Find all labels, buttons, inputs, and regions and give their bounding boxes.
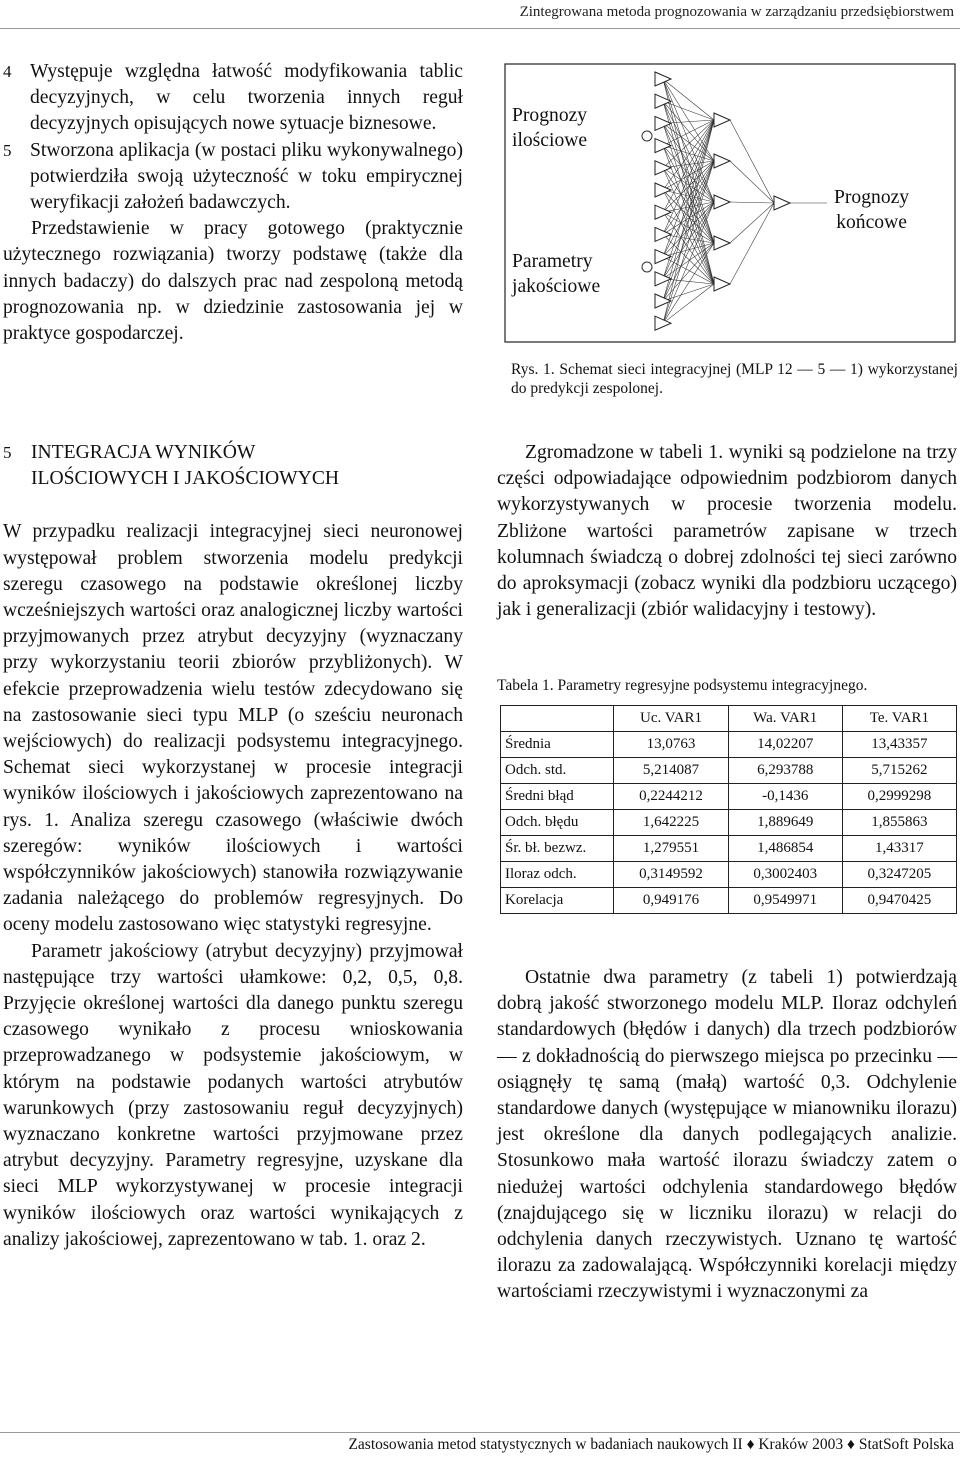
table-caption: Tabela 1. Parametry regresyjne podsystemu integracyjnego.	[497, 677, 868, 694]
label-qualitative-parameters: Parametry jakościowe	[512, 251, 601, 297]
table-cell: 0,3002403	[728, 862, 842, 888]
right-column	[497, 440, 957, 623]
table-cell: 0,949176	[614, 888, 728, 914]
row-label: Iloraz odch.	[501, 862, 614, 888]
connection	[730, 203, 774, 243]
running-footer	[0, 1432, 960, 1458]
table-cell: 0,9549971	[728, 888, 842, 914]
input-marker	[642, 131, 652, 141]
regression-table	[500, 705, 957, 914]
list-item-text: Stworzona aplikacja (w postaci pliku wykonywalnego) potwierdziła swoją użyteczność w toku empirycznej weryfikacji założeń badawczych.	[30, 139, 463, 214]
table-cell: 13,0763	[614, 732, 728, 758]
table-header-cell: Uc. VAR1	[614, 706, 728, 732]
hidden-neuron	[714, 113, 730, 127]
connection	[663, 202, 714, 279]
paragraph: Ostatnie dwa parametry (z tabeli 1) potwierdzają dobrą jakość stworzonego modelu MLP. Iloraz odchyleń standardowych (błędów i danych) dla trzech podzbiorów — z dokładnością do pierwszego miejsca po przecinku — osiągnęły tę samą (małą) wartość 0,3. Odchylenie standardowe danych (występujące w mianowniku ilorazu) jest określone dla danych podlegających analizie. Stosunkowo mała wartość ilorazu świadczy zatem o niedużej wartości odchylenia standardowego błędów (znajdującego się w liczniku ilorazu) w relacji do odchylenia danych rzeczywistych. Uznano tę wartość ilorazu za zadowalającą. Współczynniki korelacji między wartościami rzeczywistymi i wyznaczonymi za	[497, 967, 957, 1303]
list-item	[3, 59, 463, 138]
table-row	[501, 888, 957, 914]
input-neuron	[655, 116, 671, 130]
row-label: Średnia	[501, 732, 614, 758]
label-quantitative-forecasts: Prognozy ilościowe	[512, 105, 588, 151]
table-header-row	[501, 706, 957, 732]
connection	[663, 79, 714, 120]
input-neuron	[655, 272, 671, 286]
list-item-number: 5	[3, 140, 12, 160]
table-cell: 0,2999298	[842, 784, 956, 810]
table-cell: 1,486854	[728, 836, 842, 862]
paragraph: Przedstawienie w pracy gotowego (praktycznie użytecznego rozwiązania) tworzy podstawę (także dla innych badaczy) do dalszych prac nad zespoloną metodą prognozowania np. w dziedzinie zastosowania jej w praktyce gospodarczej.	[3, 218, 463, 345]
table-cell: 1,642225	[614, 810, 728, 836]
hidden-neuron	[714, 277, 730, 291]
hidden-neuron	[714, 154, 730, 168]
table-cell: 5,214087	[614, 758, 728, 784]
connection	[663, 284, 714, 323]
paragraph: W przypadku realizacji integracyjnej sieci neuronowej występował problem stworzenia modelu predykcji szeregu czasowego na podstawie określonej liczby wcześniejszych wartości oraz analogicznej liczby wartości przyjmowanych przez atrybut decyzyjny (wyznaczany przy wykorzystaniu teorii zbiorów przybliżonych). W efekcie przeprowadzenia wielu testów zdecydowano się na zastosowanie sieci typu MLP (o sześciu neuronach wejściowych) do realizacji podsystemu integracyjnego. Schemat sieci wykorzystanej w procesie integracji wyników ilościowych i jakościowych zaprezentowano na rys. 1. Analiza szeregu czasowego (właściwie dwóch szeregów: wyników ilościowych i wartości współczynników jakościowych) stanowiła rozwiązywanie zadania należącego do problemów regresyjnych. Do oceny modelu zastosowano więc statystyki regresyjne.	[3, 521, 463, 936]
row-label: Śr. bł. bezwz.	[501, 836, 614, 862]
footer-text: Zastosowania metod statystycznych w badaniach naukowych II ♦ Kraków 2003 ♦ StatSoft Polska	[348, 1436, 954, 1453]
input-neuron	[655, 183, 671, 197]
label-final-forecasts: Prognozy końcowe	[834, 187, 910, 233]
list-item	[3, 138, 463, 217]
table-cell: 5,715262	[842, 758, 956, 784]
network-nodes	[642, 72, 790, 330]
table-block	[497, 676, 957, 914]
table-cell: 0,3247205	[842, 862, 956, 888]
connection	[730, 203, 774, 284]
table-row	[501, 784, 957, 810]
input-neuron	[655, 72, 671, 86]
section-left-column	[3, 440, 463, 1253]
table-header-cell: Wa. VAR1	[728, 706, 842, 732]
top-left-column	[3, 59, 463, 347]
paragraph: Zgromadzone w tabeli 1. wyniki są podzielone na trzy części odpowiadające odpowiednim podzbiorom danych wykorzystywanych w procesie tworzenia modelu. Zbliżone wartości parametrów zapisane w trzech kolumnach świadczą o dobrej zdolności tej sieci zarówno do aproksymacji (zobacz wyniki dla podzbioru uczącego) jak i generalizacji (zbiór walidacyjny i testowy).	[497, 442, 957, 621]
section-title-line: INTEGRACJA WYNIKÓW	[31, 442, 256, 463]
table-row	[501, 836, 957, 862]
table-row	[501, 862, 957, 888]
table-cell: 1,43317	[842, 836, 956, 862]
section-heading	[3, 440, 463, 492]
input-neuron	[655, 205, 671, 219]
row-label: Odch. błędu	[501, 810, 614, 836]
table-cell: 0,3149592	[614, 862, 728, 888]
row-label: Średni błąd	[501, 784, 614, 810]
table-cell: -0,1436	[728, 784, 842, 810]
table-cell: 14,02207	[728, 732, 842, 758]
hidden-neuron	[714, 195, 730, 209]
output-neuron	[774, 196, 790, 210]
row-label: Korelacja	[501, 888, 614, 914]
figure-caption: Rys. 1. Schemat sieci integracyjnej (MLP 12 — 5 — 1) wykorzystanej do predykcji zespolonej.	[511, 361, 958, 397]
section-title-line: ILOŚCIOWYCH I JAKOŚCIOWYCH	[31, 468, 340, 490]
connection	[663, 120, 714, 190]
input-neuron	[655, 316, 671, 330]
table-cell: 13,43357	[842, 732, 956, 758]
connection	[663, 161, 714, 168]
running-header	[0, 0, 960, 29]
list-item-text: Występuje względna łatwość modyfikowania tablic decyzyjnych, w celu tworzenia innych reguł decyzyjnych opisujących nowe sytuacje biznesowe.	[30, 61, 463, 135]
paragraph: Parametr jakościowy (atrybut decyzyjny) przyjmował następujące trzy wartości ułamkowe: 0,2, 0,5, 0,8. Przyjęcie określonej wartości dla danego punktu szeregu czasowego wynikało z procesu wnioskowania przeprowadzanego w podsystemie jakościowym, w którym na podstawie podanych wartości atrybutów warunkowych (przy zastosowaniu reguł decyzyjnych) wyznaczano konkretne wartości przyjmowane przez atrybut decyzyjny. Parametry regresyjne, uzyskane dla sieci MLP wykorzystywanej w procesie integracji wyników ilościowych oraz wartości wynikających z analizy jakościowej, zaprezentowano w tab. 1. oraz 2.	[3, 940, 463, 1250]
table-header-cell: Te. VAR1	[842, 706, 956, 732]
row-label: Odch. std.	[501, 758, 614, 784]
table-row	[501, 758, 957, 784]
connection	[730, 120, 774, 203]
connection	[663, 79, 714, 161]
section-number: 5	[3, 443, 12, 462]
connection	[730, 202, 774, 203]
right-column-lower	[497, 965, 957, 1306]
hidden-neuron	[714, 236, 730, 250]
connection	[730, 161, 774, 203]
running-title: Zintegrowana metoda prognozowania w zarządzaniu przedsiębiorstwem	[519, 4, 954, 20]
table-cell: 6,293788	[728, 758, 842, 784]
table-header-cell	[501, 706, 614, 732]
table-row	[501, 732, 957, 758]
table-cell: 0,9470425	[842, 888, 956, 914]
figure-mlp	[497, 60, 960, 350]
table-cell: 0,2244212	[614, 784, 728, 810]
network-connections	[663, 79, 827, 323]
table-cell: 1,889649	[728, 810, 842, 836]
table-cell: 1,279551	[614, 836, 728, 862]
table-row	[501, 810, 957, 836]
table-cell: 1,855863	[842, 810, 956, 836]
list-item-number: 4	[3, 62, 12, 81]
input-marker	[642, 262, 652, 272]
input-neuron	[655, 227, 671, 241]
